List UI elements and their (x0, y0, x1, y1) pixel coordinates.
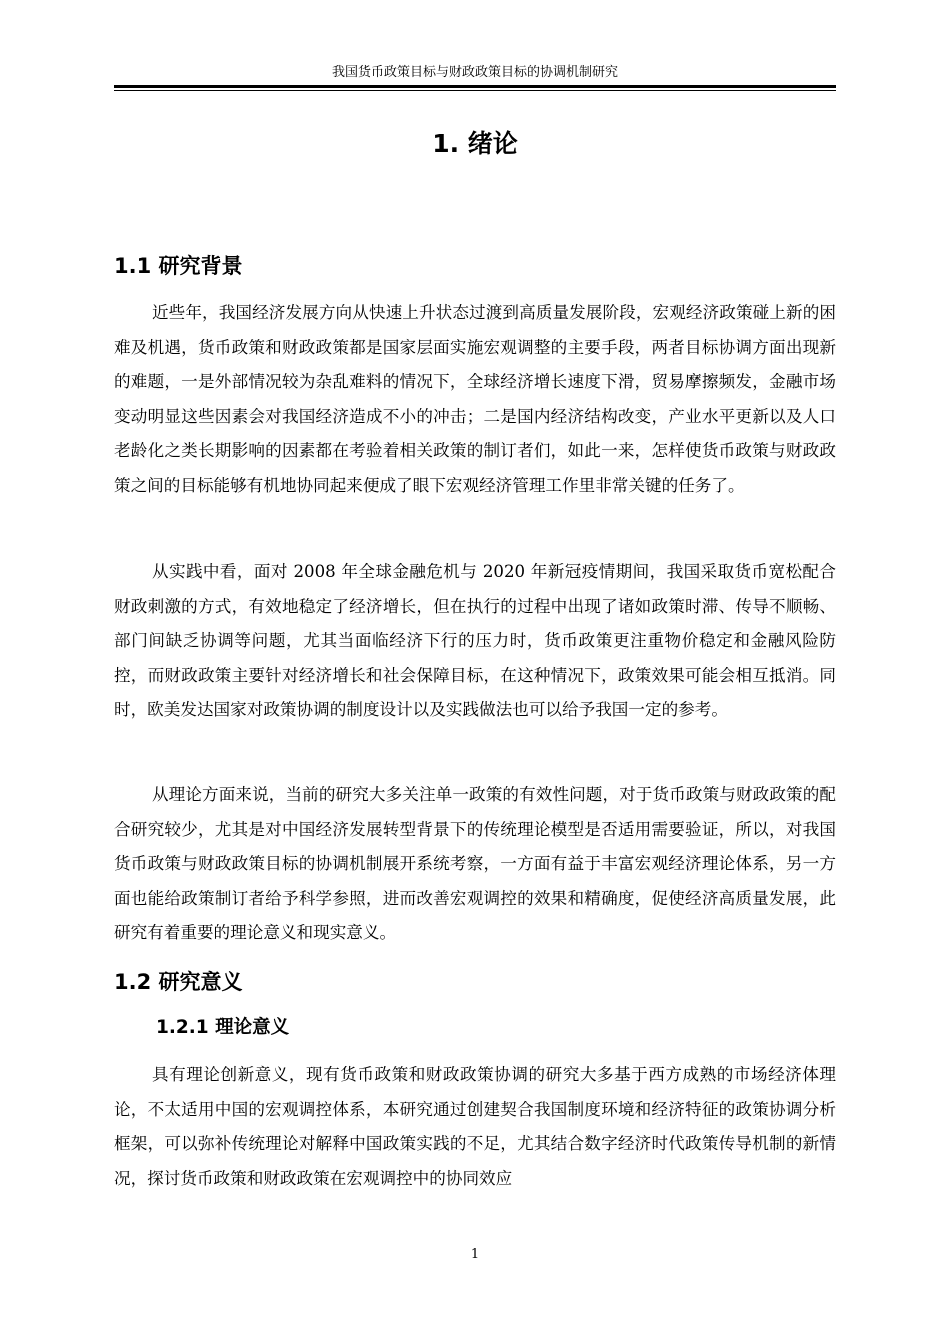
paragraph-background-2: 从实践中看，面对 2008 年全球金融危机与 2020 年新冠疫情期间，我国采取货币宽松配合财政刺激的方式，有效地稳定了经济增长，但在执行的过程中出现了诸如政策时滞、传导不顺畅、部门间缺乏协调等问题，尤其当面临经济下行的压力时，货币政策更注重物价稳定和金融风险防控，而财政政策主要针对经济增长和社会保障目标，在这种情况下，政策效果可能会相互抵消。同时，欧美发达国家对政策协调的制度设计以及实践做法也可以给予我国一定的参考。 (114, 562, 836, 719)
section-heading-1-1: 1.1 研究背景 (114, 254, 243, 278)
running-header: 我国货币政策目标与财政政策目标的协调机制研究 (331, 65, 618, 80)
page-number: 1 (470, 1247, 480, 1262)
section-heading-1-2: 1.2 研究意义 (114, 970, 243, 994)
subsection-heading-1-2-1: 1.2.1 理论意义 (156, 1017, 290, 1038)
chapter-title: 1. 绪论 (432, 129, 518, 158)
header-rule-thick (114, 85, 836, 88)
paragraph-theory-1: 具有理论创新意义，现有货币政策和财政政策协调的研究大多基于西方成熟的市场经济体理论，不太适用中国的宏观调控体系，本研究通过创建契合我国制度环境和经济特征的政策协调分析框架，可以弥补传统理论对解释中国政策实践的不足，尤其结合数字经济时代政策传导机制的新情况，探讨货币政策和财政政策在宏观调控中的协同效应 (114, 1065, 836, 1188)
paragraph-background-1: 近些年，我国经济发展方向从快速上升状态过渡到高质量发展阶段，宏观经济政策碰上新的困难及机遇，货币政策和财政政策都是国家层面实施宏观调整的主要手段，两者目标协调方面出现新的难题，一是外部情况较为杂乱难料的情况下，全球经济增长速度下滑，贸易摩擦频发，金融市场变动明显这些因素会对我国经济造成不小的冲击；二是国内经济结构改变，产业水平更新以及人口老龄化之类长期影响的因素都在考验着相关政策的制订者们，如此一来，怎样使货币政策与财政政策之间的目标能够有机地协同起来便成了眼下宏观经济管理工作里非常关键的任务了。 (114, 303, 836, 495)
header-rule-thin (114, 90, 836, 91)
paragraph-background-3: 从理论方面来说，当前的研究大多关注单一政策的有效性问题，对于货币政策与财政政策的配合研究较少，尤其是对中国经济发展转型背景下的传统理论模型是否适用需要验证，所以，对我国货币政策与财政政策目标的协调机制展开系统考察，一方面有益于丰富宏观经济理论体系，另一方面也能给政策制订者给予科学参照，进而改善宏观调控的效果和精确度，促使经济高质量发展，此研究有着重要的理论意义和现实意义。 (114, 785, 836, 942)
